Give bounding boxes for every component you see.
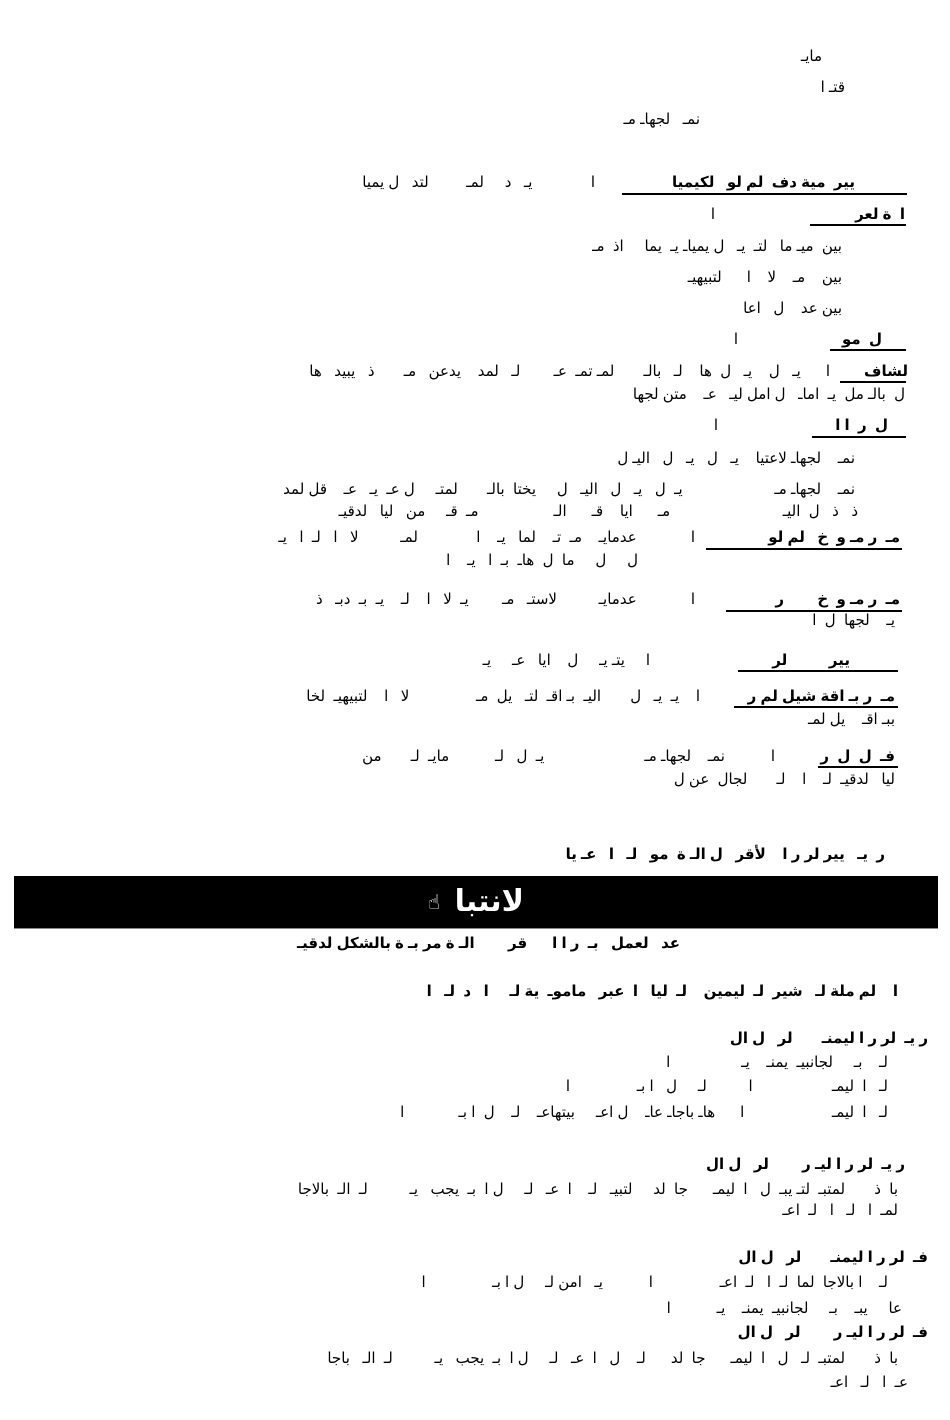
- summary-line: ر يـ يير لر ر ا لأقر ل الـ ة مو لـ ا عـ يا: [565, 846, 885, 863]
- section-heading-4: لشاف: [864, 363, 908, 380]
- heading-underline-1: [622, 193, 907, 195]
- banner-title: لانتبا: [454, 885, 524, 918]
- top-line-3: نمـ لجهاـ مـ: [623, 111, 700, 128]
- bullet-line-1: بين ميـ ما لتـ يـ ل يمياـ يـ يما اذ مـ: [592, 238, 842, 255]
- section-text-10: ا نمـ لجهاـ مـ يـ ل لـ مايـ لـ من: [362, 748, 775, 765]
- section-heading-10: فـ ل ل ر: [820, 748, 895, 765]
- heading-underline-5: [812, 436, 906, 438]
- heading-underline-4: [840, 381, 906, 383]
- attention-banner: [14, 876, 938, 928]
- section-text-6: ا عدمايـ مـ تـ لما يـ ا لمـ لا ا لـ ا يـ: [278, 529, 695, 546]
- block-3-line-1: لـ ا بالاجا لما لـ ا لـ اعـ ا يـ امن لـ ل ا بـ ا: [421, 1274, 888, 1291]
- section-text-6-continued: ل ل ما ل هاـ بـ ا يـ ا: [446, 552, 638, 569]
- heading-underline-3: [830, 349, 906, 351]
- section-text-5: ا: [713, 417, 718, 434]
- section-text-3: ا: [733, 331, 738, 348]
- block-2-line-2: لمـ ا لـ ا لـ اعـ: [782, 1202, 898, 1219]
- bullet-line-4: نمـ لجهاـ لاعتيا يـ ل يـ ل اليـ ل: [617, 450, 855, 467]
- bullet-line-3: بين عد ل اعا: [743, 300, 842, 317]
- block-4-line-2: عـ ا لـ اعـ: [830, 1374, 908, 1391]
- block-2-heading: ر يـ لر ر ا ليـ ر لر ل ال: [706, 1156, 905, 1173]
- block-1-line-2: لـ ا ليمـ ا لـ ل ا بـ ا: [565, 1078, 888, 1095]
- section-text-9-continued: ببـ اقـ يل لمـ: [807, 711, 895, 728]
- section-text-4: ا يـ ل يـ ل ها لـ بالـ لمـ تمـ عـ لـ لمد يدعن مـ ذ يبيد ها: [309, 363, 830, 380]
- section-heading-7: مـ ر مـ و خ ر: [775, 591, 900, 608]
- top-line-2: قتـ ا: [820, 79, 845, 96]
- instruction-line-1: عد لعمل بـ ر ا ا قر الـ ة مر بـ ة بالشكل لدقيـ: [297, 935, 680, 952]
- heading-underline-9: [734, 706, 898, 708]
- heading-underline-8: [738, 670, 898, 672]
- section-text-2: ا: [710, 206, 715, 223]
- block-3-heading: فـ لر ر ا ليمنـ لر ل ال: [738, 1249, 928, 1266]
- block-3-line-2: عا يبـ بـ لجانبيـ يمنـ يـ ا: [666, 1300, 902, 1317]
- section-text-7: ا عدمايـ لاستـ مـ يـ لا ا لـ يـ بـ دبـ ذ: [315, 591, 695, 608]
- bullet-line-2: بين مـ لا ا لتبيهيـ: [687, 269, 842, 286]
- heading-underline-2: [810, 224, 906, 226]
- section-heading-5: ل ر ا ا: [835, 417, 888, 434]
- bullet-line-5-continued: ذ ذ ل اليـ مـ ايا قـ الـ مـ قـ من ليا لدقيـ: [338, 503, 858, 520]
- block-2-line-1: با ذ لمتبـ لتـ يبـ ل ا ليمـ جا لد لتبيـ لـ ا عـ لـ ل ا بـ يجب يـ لـ الـ بالاجا: [297, 1181, 898, 1198]
- section-text-7-continued: يـ لجها ل ا: [812, 612, 895, 629]
- section-text-10-continued: ليا لدقيـ لـ ا لـ لجال عن ل: [673, 771, 895, 788]
- top-line-1: مايـ: [800, 48, 822, 65]
- section-text-9: ا يـ يـ ل اليـ بـ اقـ لتـ يل مـ لا ا لتبيهيـ لخا: [306, 688, 700, 705]
- block-4-heading: فـ لر ر ا ليـ ر لر ل ال: [737, 1324, 928, 1341]
- pointing-hand-icon: ☝: [428, 892, 441, 915]
- heading-underline-10: [818, 766, 898, 768]
- section-heading-8: يير لر: [772, 652, 850, 669]
- block-1-heading: ر يـ لر ر ا ليمنـ لر ل ال: [729, 1030, 928, 1047]
- block-1-line-3: لـ ا ليمـ ا هاـ باجاـ عاـ ل اعـ بيتهاعـ لـ ل ا بـ ا: [400, 1104, 888, 1121]
- banner-title-wrapper: [14, 884, 938, 921]
- section-heading-3: ل مو: [841, 331, 882, 348]
- section-heading-1: يير مية دف لم لو لكيميا: [672, 174, 855, 191]
- section-heading-9: مـ ر بـ اقة شيل لم ر: [747, 688, 895, 705]
- block-1-line-1: لـ بـ لجانبيـ يمنـ يـ ا: [666, 1054, 888, 1071]
- instruction-line-2: ا لم ملة لـ شير لـ ليمين لـ ليا ا عبر ماموـ ية لـ ا د لـ ا: [426, 983, 898, 1000]
- section-heading-6: مـ ر مـ و خ لم لو: [768, 529, 900, 546]
- section-text-8: ا يتـ يـ ل ايا عـ يـ: [482, 652, 650, 669]
- block-4-line-1: با ذ لمتبـ لـ ل ا ليمـ جا لد لـ ل ا عـ لـ ل ا بـ يجب يـ لـ الـ باجا: [327, 1350, 898, 1367]
- bullet-line-5: نمـ لجهاـ مـ يـ ل يـ ل اليـ ل يختا بالـ لمتـ ل عـ يـ عـ قل لمد: [283, 481, 855, 498]
- section-heading-2: ا ة لعر: [855, 206, 905, 223]
- heading-underline-6: [706, 548, 902, 550]
- banner-bottom-rule: [14, 928, 938, 929]
- section-text-4-continued: ل بالـ مل يـ اماـ ل امل ليـ عـ متن لجها: [632, 386, 905, 403]
- section-text-1: ا يـ د لمـ لتد ل يميا: [362, 174, 595, 191]
